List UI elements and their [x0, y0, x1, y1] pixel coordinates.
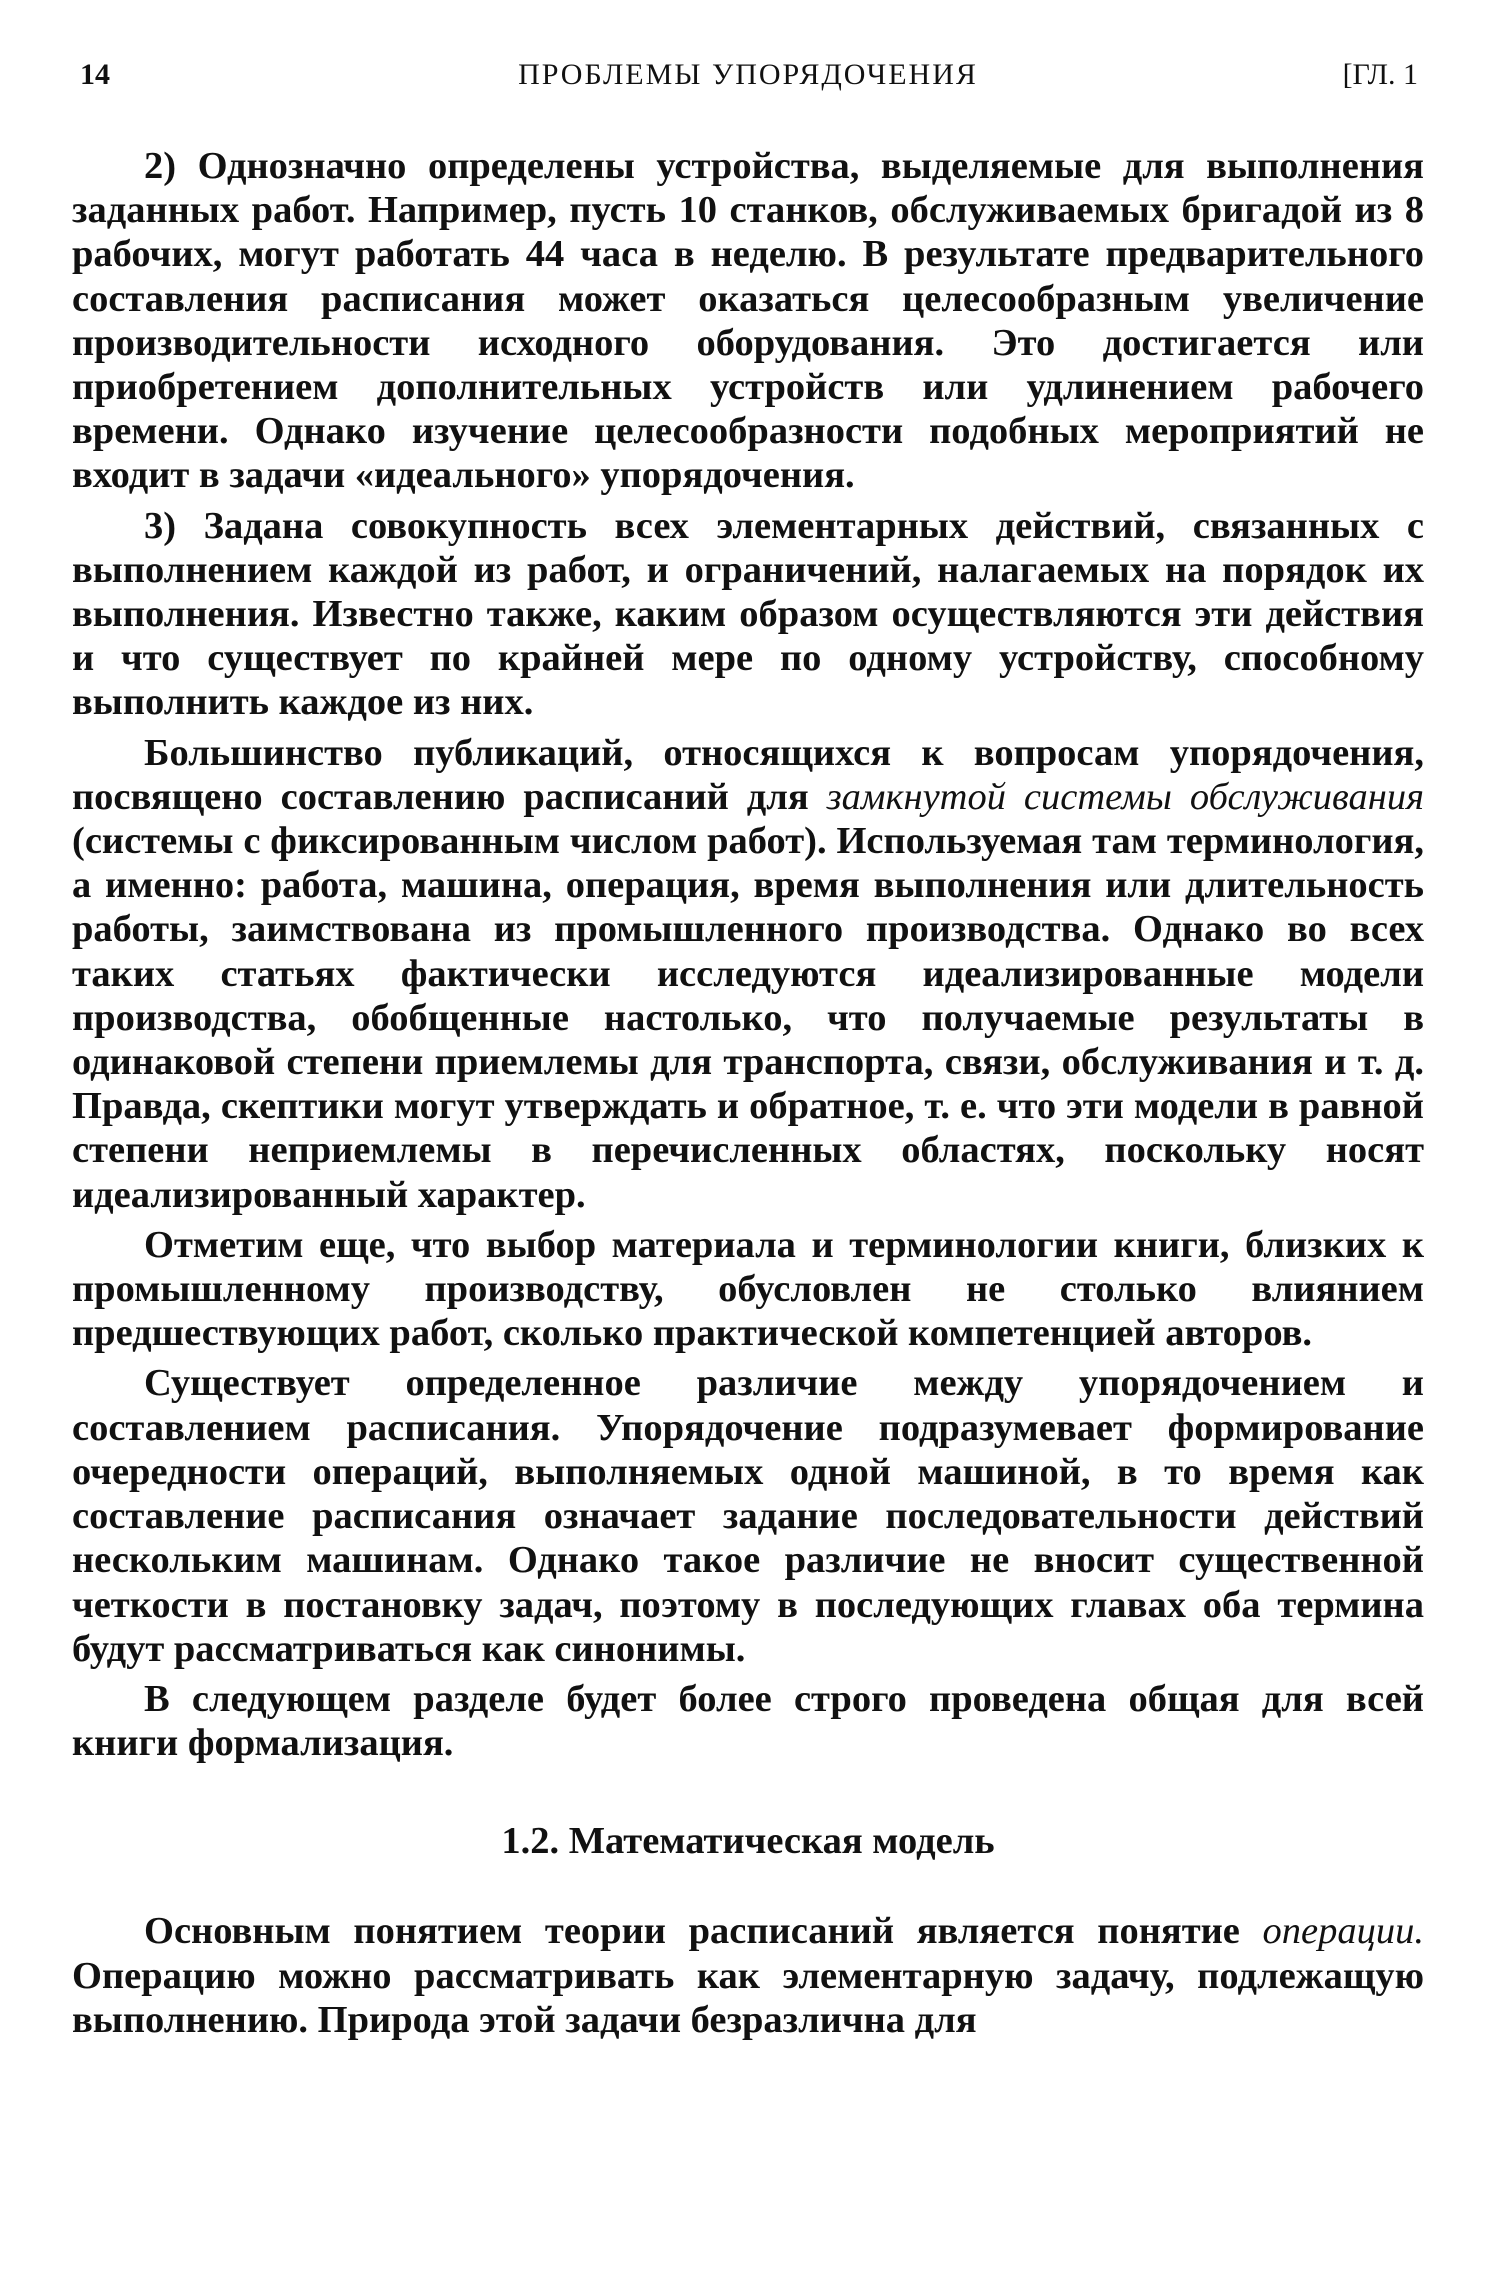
main-text: [72, 144, 1424, 1765]
paragraph-text: Основным понятием теории расписаний является понятие: [144, 1910, 1263, 1953]
paragraph-text: Большинство публикаций, относящихся к вопросам упорядочения, посвящено составлению расписаний для: [72, 731, 1424, 818]
section-heading: 1.2. Математическая модель: [501, 1820, 995, 1863]
paragraph-operation-concept: [72, 1909, 1424, 2042]
running-header: [72, 58, 1424, 108]
paragraph-text: 3) Задана совокупность всех элементарных действий, связанных с выполнением каждой из работ, и ограничений, налагаемых на порядок их выполнения. Известно также, каким образом осуществляются эти действия и что существует по крайней мере по одному устройству, способному выполнить каждое из них.: [72, 504, 1424, 724]
paragraph-publications: [72, 731, 1424, 1217]
paragraph-text: В следующем разделе будет более строго проведена общая для всей книги формализация.: [72, 1677, 1424, 1765]
section-text: [72, 1909, 1424, 2042]
paragraph-terminology-choice: [72, 1223, 1424, 1356]
paragraph-ordering-vs-scheduling: [72, 1361, 1424, 1670]
page-number: 14: [80, 58, 110, 91]
book-page: [72, 58, 1424, 2042]
paragraph-condition-2: [72, 144, 1424, 498]
running-title: ПРОБЛЕМЫ УПОРЯДОЧЕНИЯ: [518, 58, 978, 91]
paragraph-next-section: [72, 1677, 1424, 1765]
paragraph-text: Существует определенное различие между упорядочением и составлением расписания. Упорядочение подразумевает формирование очередности операций, выполняемых одной машиной, в то время как составление расписания означает задание последовательности действий нескольким машинам. Однако такое различие не вносит существенной четкости в постановку задач, поэтому в последующих главах оба термина будут рассматриваться как синонимы.: [72, 1362, 1424, 1670]
chapter-reference: [ГЛ. 1: [1342, 58, 1418, 91]
paragraph-text: Отметим еще, что выбор материала и терминологии книги, близких к промышленному производству, обусловлен не столько влиянием предшествующих работ, сколько практической компетенцией авторов.: [72, 1223, 1424, 1355]
paragraph-text: 2) Однозначно определены устройства, выделяемые для выполнения заданных работ. Например, пусть 10 станков, обслуживаемых бригадой из 8 рабочих, могут работать 44 часа в неделю. В результате предварительного составления расписания может оказаться целесообразным увеличение производительности исходного оборудования. Это достигается или приобретением дополнительных устройств или удлинением рабочего времени. Однако изучение целесообразности подобных мероприятий не входит в задачи «идеального» упорядочения.: [72, 145, 1424, 497]
paragraph-condition-3: [72, 504, 1424, 725]
paragraph-text: (системы с фиксированным числом работ). Используемая там терминология, а именно: работа, машина, операция, время выполнения или длительность работы, заимствована из промышленного производства. Однако во всех таких статьях фактически исследуются идеализированные модели производства, обобщенные настолько, что получаемые результаты в одинаковой степени приемлемы для транспорта, связи, обслуживания и т. д. Правда, скептики могут утверждать и обратное, т. е. что эти модели в равной степени неприемлемы в перечисленных областях, поскольку носят идеализированный характер.: [72, 820, 1424, 1216]
italic-term: операции.: [1262, 1910, 1424, 1953]
paragraph-text: Операцию можно рассматривать как элементарную задачу, подлежащую выполнению. Природа этой задачи безразлична для: [72, 1954, 1424, 2041]
italic-term: замкнутой системы обслуживания: [826, 775, 1424, 818]
